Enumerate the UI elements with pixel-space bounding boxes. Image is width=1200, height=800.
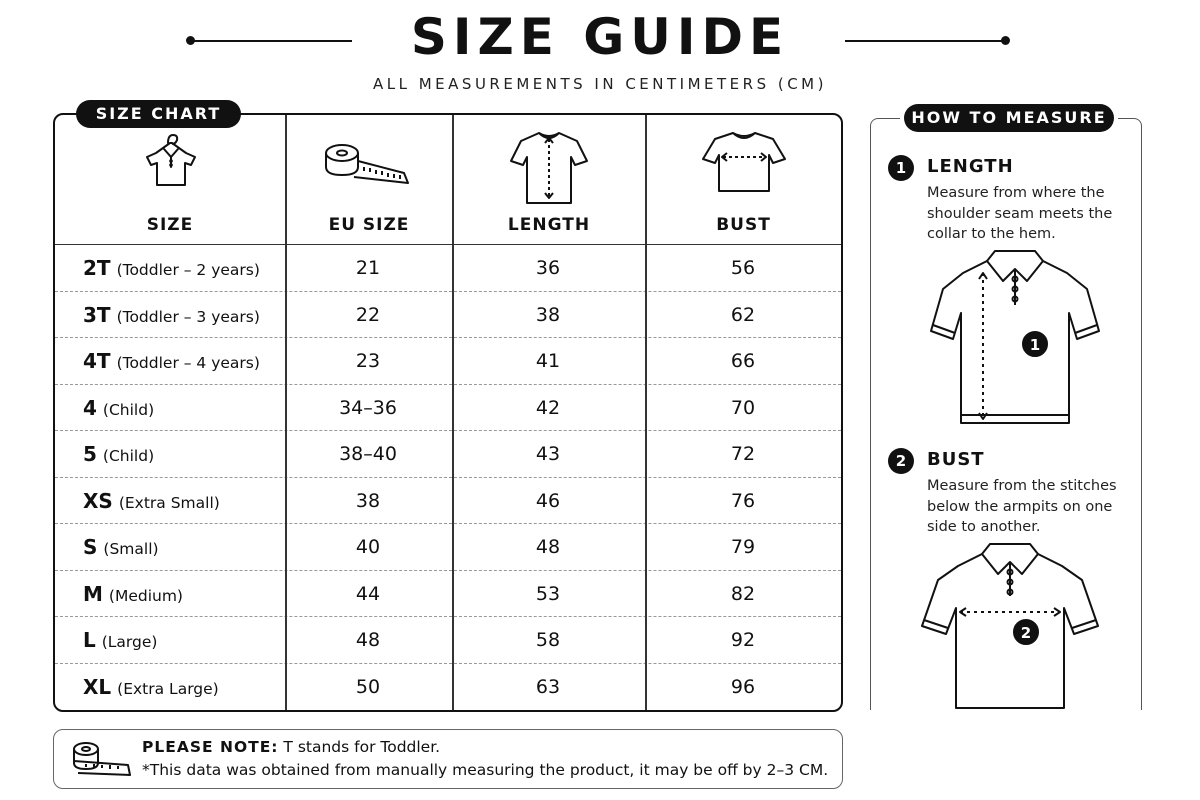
size-description: (Child) [102, 447, 155, 465]
size-code: 4 [83, 395, 97, 420]
bust-cell: 92 [730, 629, 756, 651]
eu-size-cell: 23 [355, 350, 381, 372]
length-cell: 53 [535, 582, 561, 605]
page-title: SIZE GUIDE [410, 8, 790, 66]
step-description: Measure from the stitches below the armpits on one side to another. [927, 478, 1117, 535]
length-cell: 36 [535, 257, 561, 279]
step-number-badge: 1 [888, 155, 914, 181]
table-row [55, 524, 841, 571]
bust-cell: 70 [730, 396, 756, 419]
header-bust-label: BUST [716, 215, 771, 235]
bust-cell: 62 [730, 303, 756, 326]
size-cell [83, 617, 157, 664]
header-length-label: LENGTH [507, 215, 591, 235]
eu-size-cell: 22 [355, 303, 381, 326]
table-body [55, 245, 841, 710]
size-chart-table [53, 113, 843, 712]
length-cell: 58 [535, 629, 561, 651]
title-rule-right [845, 40, 1005, 42]
bust-cell: 76 [730, 489, 756, 512]
size-code: L [83, 628, 96, 652]
size-description: (Toddler – 4 years) [116, 354, 260, 372]
eu-size-cell: 38–40 [339, 443, 397, 465]
size-code: 3T [83, 302, 111, 327]
table-row [55, 664, 841, 711]
table-row [55, 478, 841, 525]
header-size [55, 115, 285, 245]
size-description: (Medium) [108, 586, 183, 605]
header-bust [646, 115, 841, 245]
svg-text:1: 1 [1029, 336, 1041, 354]
column-divider [645, 245, 647, 712]
table-row [55, 292, 841, 339]
size-cell [83, 431, 154, 478]
table-header [55, 115, 841, 245]
column-divider [285, 245, 287, 712]
note-box [53, 729, 843, 789]
note-label: PLEASE NOTE: [142, 738, 279, 756]
size-description: (Small) [103, 540, 159, 558]
note-disclaimer: *This data was obtained from manually measuring the product, it may be off by 2–3 CM. [142, 761, 829, 779]
size-code: S [83, 535, 98, 559]
header-eu-size [286, 115, 452, 245]
eu-size-cell: 34–36 [339, 396, 397, 419]
table-row [55, 245, 841, 292]
header-eu-size-label: EU SIZE [328, 215, 410, 235]
size-description: (Extra Small) [118, 493, 220, 512]
bust-cell: 56 [730, 257, 756, 279]
length-cell: 42 [535, 396, 561, 419]
size-cell [83, 385, 154, 432]
size-description: (Large) [101, 633, 158, 651]
size-cell [83, 292, 260, 339]
length-cell: 63 [535, 675, 561, 698]
eu-size-cell: 44 [355, 582, 381, 605]
size-description: (Toddler – 2 years) [116, 261, 260, 279]
measuring-tape-icon [72, 739, 134, 781]
page-subtitle: ALL MEASUREMENTS IN CENTIMETERS (CM) [373, 75, 827, 93]
size-cell [83, 245, 260, 292]
size-code: 5 [83, 442, 97, 466]
size-code: XS [83, 488, 113, 513]
length-cell: 48 [535, 536, 561, 558]
eu-size-cell: 50 [355, 675, 381, 698]
note-text: T stands for Toddler. [283, 738, 441, 756]
step-title: BUST [927, 449, 985, 470]
bust-cell: 66 [730, 350, 756, 372]
table-row [55, 385, 841, 432]
svg-text:2: 2 [1020, 624, 1032, 642]
length-cell: 43 [535, 443, 561, 465]
length-cell: 41 [535, 350, 561, 372]
length-cell: 46 [535, 489, 561, 512]
title-dot-right [1001, 36, 1010, 45]
bust-cell: 79 [730, 536, 756, 558]
size-cell [83, 524, 159, 571]
eu-size-cell: 38 [355, 489, 381, 512]
table-row [55, 617, 841, 664]
size-code: 4T [83, 349, 111, 373]
bust-cell: 72 [730, 443, 756, 465]
size-description: (Extra Large) [117, 679, 219, 698]
length-cell: 38 [535, 303, 561, 326]
step-number-badge: 2 [888, 448, 914, 474]
size-cell [83, 664, 219, 711]
eu-size-cell: 48 [355, 629, 381, 651]
table-row [55, 431, 841, 478]
polo-bust-diagram-icon [918, 540, 1102, 712]
size-code: M [83, 581, 103, 606]
title-block [0, 8, 1200, 98]
header-length [453, 115, 645, 245]
size-chart-badge: SIZE CHART [76, 100, 241, 128]
size-cell [83, 338, 260, 385]
column-divider [452, 245, 454, 712]
size-description: (Toddler – 3 years) [116, 307, 260, 326]
eu-size-cell: 21 [355, 257, 381, 279]
header-size-label: SIZE [146, 215, 194, 235]
measuring-tape-icon [324, 137, 414, 193]
bust-cell: 96 [730, 675, 756, 698]
size-code: 2T [83, 256, 111, 280]
step-title: LENGTH [927, 156, 1014, 177]
shirt-bust-icon [699, 127, 789, 197]
size-cell [83, 478, 220, 525]
polo-length-diagram-icon [925, 247, 1105, 427]
size-description: (Child) [102, 400, 155, 419]
step-description: Measure from where the shoulder seam meets the collar to the hem. [927, 185, 1113, 242]
shirt-length-icon [507, 127, 591, 207]
eu-size-cell: 40 [355, 536, 381, 558]
table-row [55, 338, 841, 385]
hanger-shirt-icon [135, 127, 205, 197]
bust-cell: 82 [730, 582, 756, 605]
how-to-measure-badge: HOW TO MEASURE [904, 104, 1114, 132]
size-code: XL [83, 674, 112, 699]
table-row [55, 571, 841, 618]
size-cell [83, 571, 183, 618]
note-line [142, 738, 440, 756]
